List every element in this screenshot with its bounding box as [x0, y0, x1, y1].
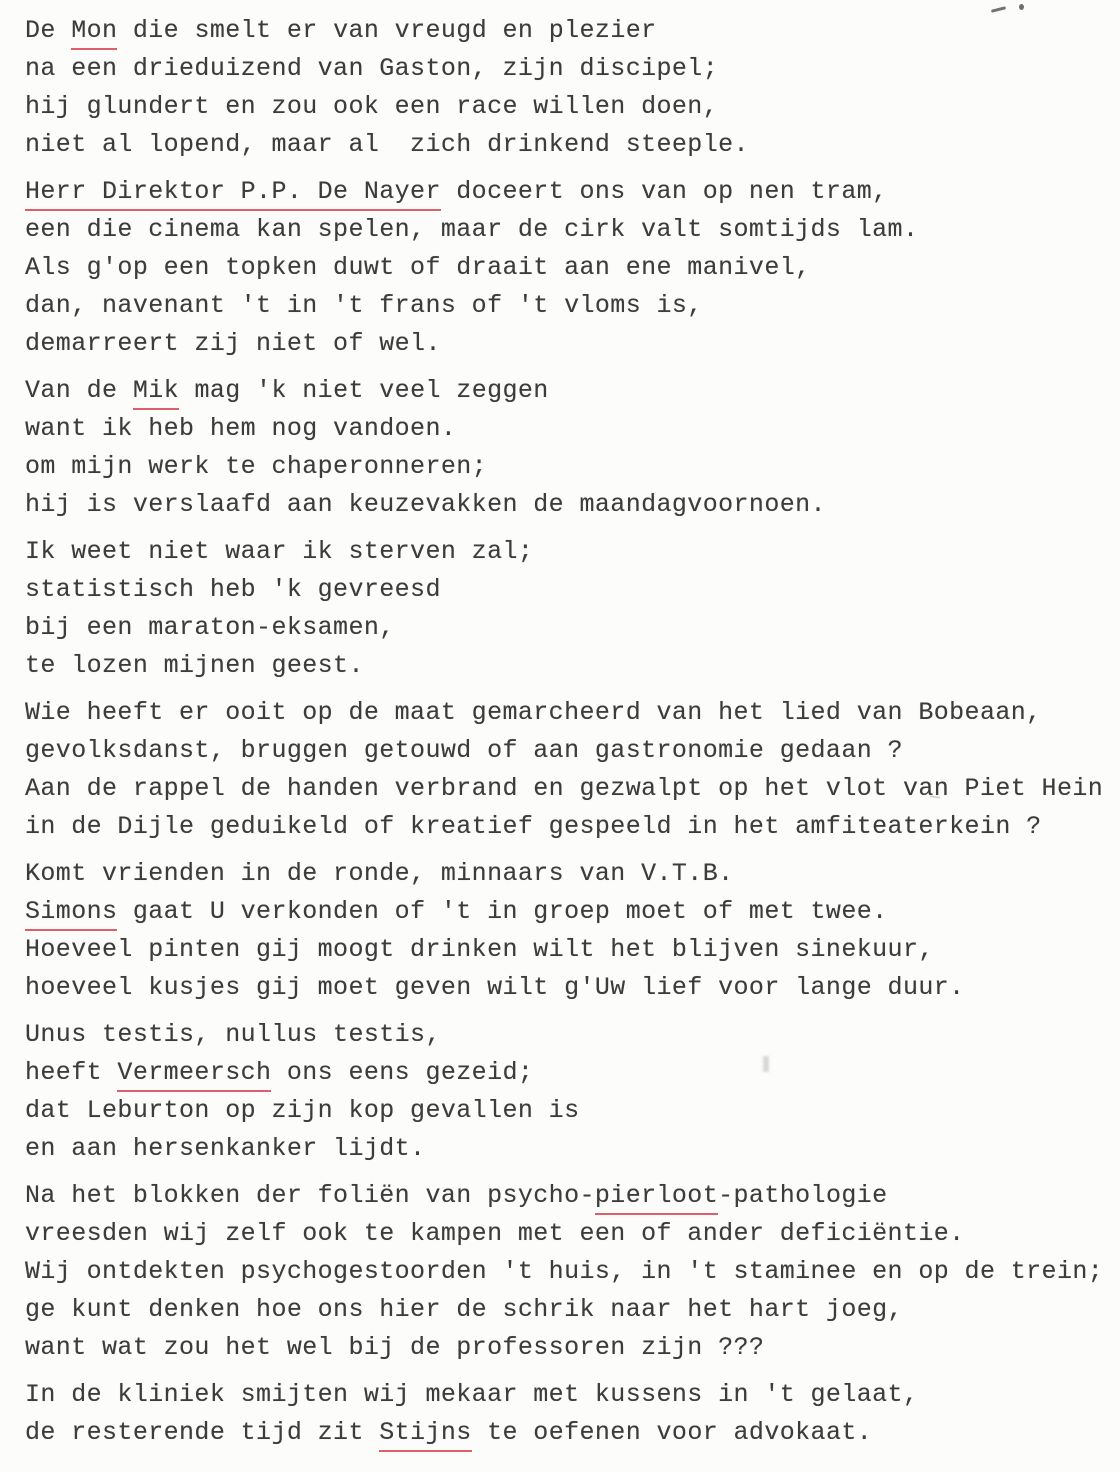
text-segment: en aan hersenkanker lijdt. [25, 1134, 426, 1163]
poem-line [25, 1215, 1114, 1253]
poem-line [25, 1092, 1114, 1130]
poem-line [25, 1054, 1114, 1092]
stanza [25, 1376, 1114, 1452]
stanza [25, 533, 1114, 685]
stanza [25, 173, 1114, 363]
text-segment: mag 'k niet veel zeggen [179, 376, 549, 405]
underlined-word: Vermeersch [117, 1058, 271, 1092]
underlined-word: pierloot [595, 1181, 718, 1215]
text-segment: Unus testis, nullus testis, [25, 1020, 441, 1049]
text-segment: in de Dijle geduikeld of kreatief gespeeld in het amfiteaterkein ? [25, 812, 1042, 841]
text-segment: doceert ons van op nen tram, [440, 177, 888, 206]
poem-line [25, 287, 1114, 325]
poem-line [25, 647, 1114, 685]
poem-line [25, 12, 1114, 50]
underlined-word: Herr Direktor P.P. De Nayer [25, 177, 441, 211]
poem-line [25, 770, 1114, 808]
stanza [25, 1016, 1114, 1168]
poem-line [25, 88, 1114, 126]
text-segment: Aan de rappel de handen verbrand en gezwalpt op het vlot van Piet Hein [25, 774, 1104, 803]
text-segment: hij glundert en zou ook een race willen doen, [25, 92, 719, 121]
text-segment: ons eens gezeid; [271, 1058, 534, 1087]
text-segment: vreesden wij zelf ook te kampen met een of ander deficiëntie. [25, 1219, 965, 1248]
poem-line [25, 571, 1114, 609]
text-segment: Komt vrienden in de ronde, minnaars van V.T.B. [25, 859, 734, 888]
poem-line [25, 211, 1114, 249]
text-segment: hij is verslaafd aan keuzevakken de maandagvoornoen. [25, 490, 826, 519]
poem-line [25, 1253, 1114, 1291]
scan-artifact-dot [1019, 4, 1024, 10]
poem-line [25, 855, 1114, 893]
text-segment: te oefenen voor advokaat. [471, 1418, 873, 1447]
underlined-word: Stijns [379, 1418, 471, 1452]
text-segment: De [25, 16, 72, 45]
poem-line [25, 533, 1114, 571]
poem-line [25, 969, 1114, 1007]
poem-line [25, 448, 1114, 486]
poem-line [25, 486, 1114, 524]
text-segment: na een drieduizend van Gaston, zijn discipel; [25, 54, 719, 83]
text-segment: Na het blokken der foliën van psycho- [25, 1181, 595, 1210]
text-segment: -pathologie [718, 1181, 888, 1210]
poem-line [25, 1016, 1114, 1054]
text-segment: ge kunt denken hoe ons hier de schrik naar het hart joeg, [25, 1295, 903, 1324]
text-segment: hoeveel kusjes gij moet geven wilt g'Uw lief voor lange duur. [25, 973, 965, 1002]
stanza [25, 694, 1114, 846]
underlined-word: Simons [25, 897, 117, 931]
poem-line [25, 609, 1114, 647]
text-segment: gaat U verkonden of 't in groep moet of met twee. [117, 897, 888, 926]
text-segment: de resterende tijd zit [25, 1418, 380, 1447]
poem-line [25, 694, 1114, 732]
poem-line [25, 50, 1114, 88]
poem-line [25, 1329, 1114, 1367]
poem-line [25, 931, 1114, 969]
text-segment: want ik heb hem nog vandoen. [25, 414, 457, 443]
poem [25, 12, 1114, 1461]
underlined-word: Mik [133, 376, 179, 410]
text-segment: bij een maraton-eksamen, [25, 613, 395, 642]
text-segment: Ik weet niet waar ik sterven zal; [25, 537, 534, 566]
stanza [25, 855, 1114, 1007]
text-segment: gevolksdanst, bruggen getouwd of aan gastronomie gedaan ? [25, 736, 903, 765]
text-segment: Hoeveel pinten gij moogt drinken wilt het blijven sinekuur, [25, 935, 934, 964]
stanza [25, 12, 1114, 164]
text-segment: In de kliniek smijten wij mekaar met kussens in 't gelaat, [25, 1380, 919, 1409]
text-segment: demarreert zij niet of wel. [25, 329, 441, 358]
text-segment: Als g'op een topken duwt of draait aan ene manivel, [25, 253, 811, 282]
poem-line [25, 372, 1114, 410]
poem-line [25, 126, 1114, 164]
text-segment: niet al lopend, maar al zich drinkend steeple. [25, 130, 749, 159]
text-segment: heeft [25, 1058, 118, 1087]
poem-line [25, 249, 1114, 287]
stanza [25, 372, 1114, 524]
text-segment: Van de [25, 376, 133, 405]
poem-line [25, 1376, 1114, 1414]
poem-line [25, 893, 1114, 931]
poem-line [25, 1291, 1114, 1329]
text-segment: die smelt er van vreugd en plezier [117, 16, 657, 45]
poem-line [25, 1130, 1114, 1168]
stanza [25, 1177, 1114, 1367]
text-segment: een die cinema kan spelen, maar de cirk valt somtijds lam. [25, 215, 919, 244]
poem-line [25, 173, 1114, 211]
text-segment: want wat zou het wel bij de professoren zijn ??? [25, 1333, 765, 1362]
text-segment: dan, navenant 't in 't frans of 't vloms is, [25, 291, 703, 320]
poem-line [25, 808, 1114, 846]
poem-line [25, 1177, 1114, 1215]
underlined-word: Mon [71, 16, 117, 50]
text-segment: Wie heeft er ooit op de maat gemarcheerd van het lied van Bobeaan, [25, 698, 1042, 727]
text-segment: Wij ontdekten psychogestoorden 't huis, in 't staminee en op de trein; [25, 1257, 1104, 1286]
poem-line [25, 410, 1114, 448]
text-segment: statistisch heb 'k gevreesd [25, 575, 441, 604]
text-segment: te lozen mijnen geest. [25, 651, 364, 680]
text-segment: om mijn werk te chaperonneren; [25, 452, 488, 481]
poem-line [25, 325, 1114, 363]
poem-line [25, 732, 1114, 770]
text-segment: dat Leburton op zijn kop gevallen is [25, 1096, 580, 1125]
poem-line [25, 1414, 1114, 1452]
